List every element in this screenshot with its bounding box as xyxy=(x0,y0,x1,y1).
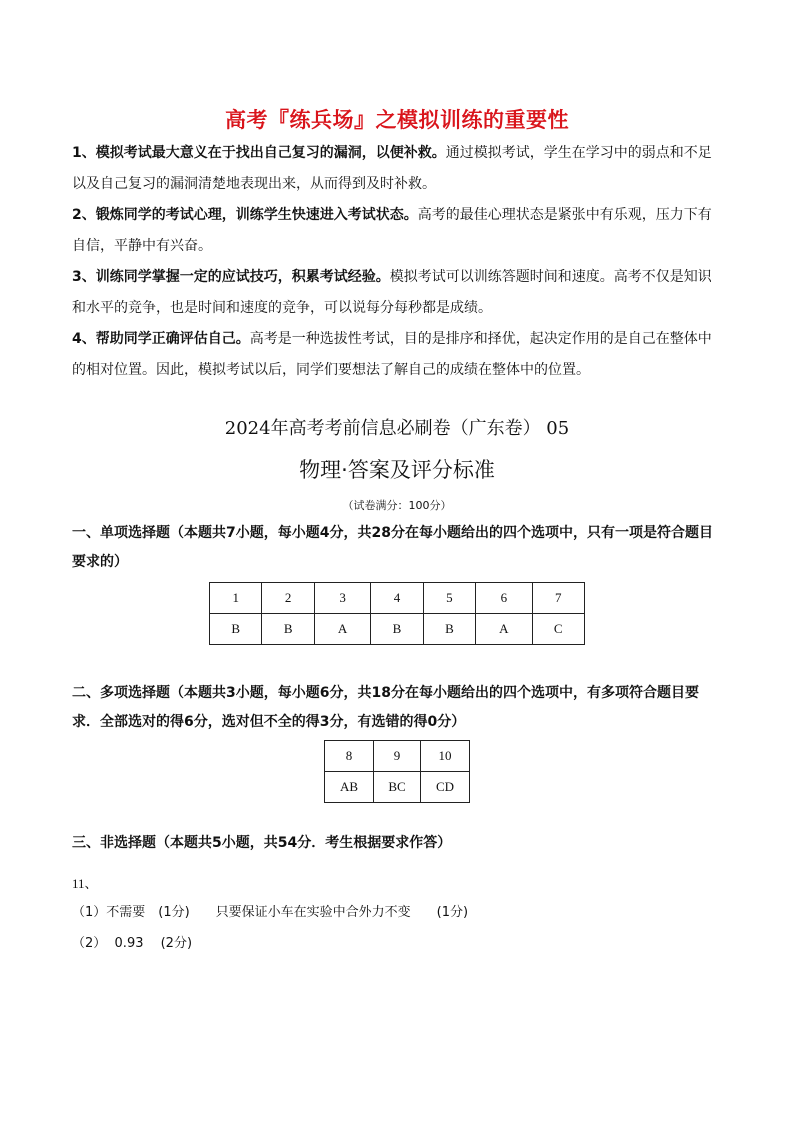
point-1-text: 通过模拟考试，学生在学习中的弱点和不足以及自己复习的漏洞清楚地表现出来，从而得到及时补救。 xyxy=(72,145,712,192)
section-1-heading: 一、单项选择题（本题共7小题，每小题4分，共28分在每小题给出的四个选项中，只有一项是符合题目要求的） xyxy=(72,525,713,570)
table-cell: 4 xyxy=(371,583,423,614)
table-row xyxy=(210,614,585,645)
table-row xyxy=(325,772,470,803)
question-11-answer-2: （2） 0.93 (2分) xyxy=(72,936,193,951)
exam-title: 2024年高考考前信息必刷卷（广东卷） 05 xyxy=(224,418,570,439)
table-cell: A xyxy=(314,614,370,645)
table-row xyxy=(210,583,585,614)
point-1 xyxy=(72,138,724,200)
point-4 xyxy=(72,324,724,386)
table-cell: B xyxy=(423,614,475,645)
table-cell: 3 xyxy=(314,583,370,614)
table-cell: BC xyxy=(373,772,420,803)
table-cell: CD xyxy=(421,772,470,803)
table-cell: 1 xyxy=(210,583,262,614)
answer-table-2 xyxy=(324,740,470,803)
point-3 xyxy=(72,262,724,324)
question-11-label: 11、 xyxy=(72,876,98,891)
point-3-text: 模拟考试可以训练答题时间和速度。高考不仅是知识和水平的竞争，也是时间和速度的竞争，可以说每分每秒都是成绩。 xyxy=(72,269,712,316)
table-cell: 9 xyxy=(373,741,420,772)
table-cell: 6 xyxy=(476,583,532,614)
point-4-text: 高考是一种选拔性考试，目的是排序和择优，起决定作用的是自己在整体中的相对位置。因此，模拟考试以后，同学们要想法了解自己的成绩在整体中的位置。 xyxy=(72,331,712,378)
table-cell: AB xyxy=(325,772,374,803)
section-3-heading: 三、非选择题（本题共5小题，共54分．考生根据要求作答） xyxy=(72,835,452,851)
table-cell: 10 xyxy=(421,741,470,772)
point-1-bold: 1、模拟考试最大意义在于找出自己复习的漏洞，以便补救。 xyxy=(72,145,446,161)
table-cell: A xyxy=(476,614,532,645)
table-cell: 7 xyxy=(532,583,585,614)
point-2-text: 高考的最佳心理状态是紧张中有乐观，压力下有自信，平静中有兴奋。 xyxy=(72,207,712,254)
table-cell: 5 xyxy=(423,583,475,614)
table-cell: 8 xyxy=(325,741,374,772)
point-2 xyxy=(72,200,724,262)
subject-title: 物理·答案及评分标准 xyxy=(299,458,495,482)
answer-table-1 xyxy=(209,582,585,645)
table-cell: C xyxy=(532,614,585,645)
section-2-heading: 二、多项选择题（本题共3小题，每小题6分，共18分在每小题给出的四个选项中，有多项符合题目要求．全部选对的得6分，选对但不全的得3分，有选错的得0分） xyxy=(72,685,699,730)
table-cell: B xyxy=(210,614,262,645)
banner-title: 高考『练兵场』之模拟训练的重要性 xyxy=(225,108,569,132)
point-3-bold: 3、训练同学掌握一定的应试技巧，积累考试经验。 xyxy=(72,269,390,285)
point-4-bold: 4、帮助同学正确评估自己。 xyxy=(72,331,250,347)
table-cell: 2 xyxy=(262,583,314,614)
point-2-bold: 2、锻炼同学的考试心理，训练学生快速进入考试状态。 xyxy=(72,207,418,223)
question-11-answer-1: （1）不需要 (1分) 只要保证小车在实验中合外力不变 (1分) xyxy=(72,905,469,920)
table-cell: B xyxy=(262,614,314,645)
score-note: （试卷满分：100分） xyxy=(342,499,452,512)
table-row xyxy=(325,741,470,772)
table-cell: B xyxy=(371,614,423,645)
